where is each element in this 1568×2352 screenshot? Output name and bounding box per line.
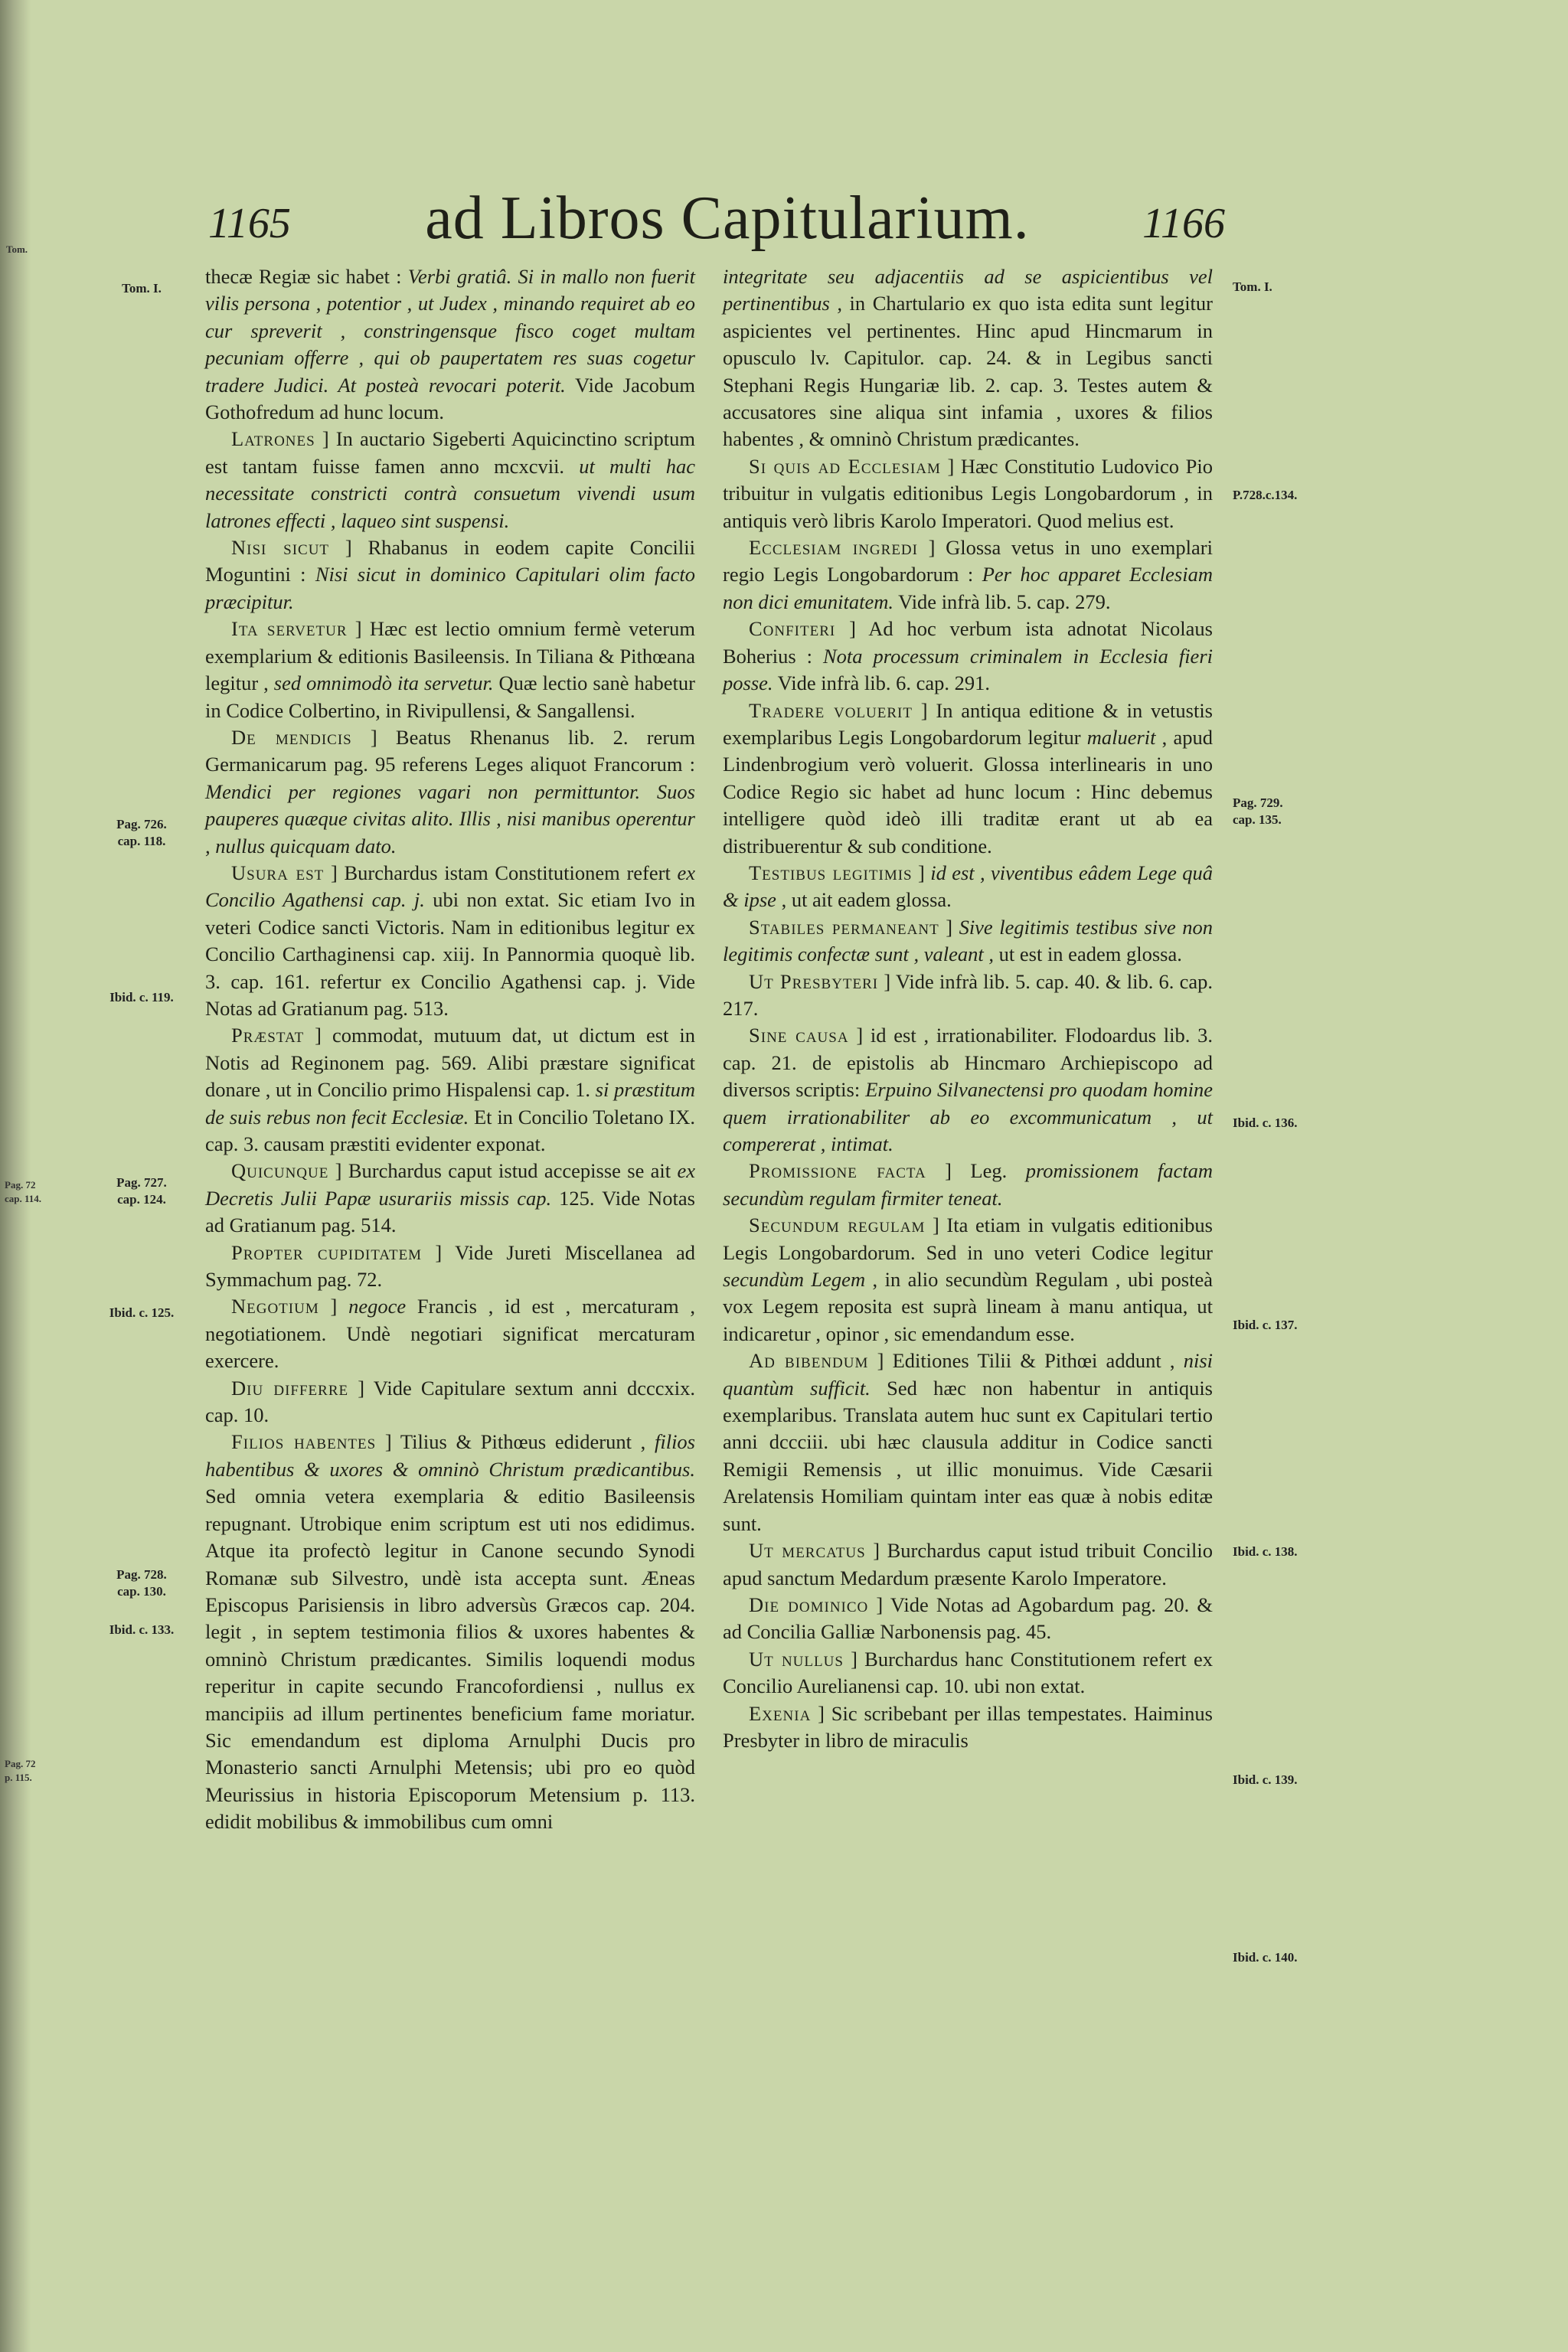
paragraph-lemma: Stabiles permaneant xyxy=(749,915,939,939)
paragraph-text: ] Ad hoc verbum ista adnotat Nicolaus Boherius : xyxy=(723,617,1213,668)
paragraph-lemma: Tradere voluerit xyxy=(749,698,913,722)
edge-mark: Pag. 72 xyxy=(5,1758,36,1769)
edge-mark: cap. 114. xyxy=(5,1193,42,1204)
left-text-column xyxy=(205,263,695,1836)
paragraph-tail: in Chartulario ex quo ista edita sunt legitur aspicientes vel pertinentes. Hinc apud Hincmarum in opusculo lv. Capitulor. cap. 24. & in Legibus sancti Stephani Regis Hungariæ lib. 2. cap. 3. Testes autem & accusatores sine aliqua sint infamia , uxores & filios habentes , & omninò Christum prædicantes. xyxy=(723,292,1213,451)
paragraph-tail: Vide Jacobum Gothofredum ad hunc locum. xyxy=(205,373,695,424)
paragraph-text: ] Vide Jureti Miscellanea ad Symmachum pag. 72. xyxy=(205,1240,695,1292)
margin-note: Pag. 727. xyxy=(116,1175,167,1190)
paragraph-tail: , in alio secundùm Regulam , ubi posteà vox Legem reposita est suprà lineam à manu antiqua, ut indicaretur , opinor , sic emendandum esse. xyxy=(723,1268,1213,1345)
commentary-paragraph xyxy=(205,1429,695,1835)
commentary-paragraph xyxy=(723,1700,1213,1755)
paragraph-italic: negoce xyxy=(348,1295,407,1318)
margin-note: Ibid. c. 139. xyxy=(1233,1772,1298,1787)
paragraph-text: ] Vide Capitulare sextum anni dcccxix. cap. 10. xyxy=(205,1376,695,1427)
paragraph-text: ] Burchardus hanc Constitutionem refert ex Concilio Aurelianensi cap. 10. ubi non extat. xyxy=(723,1647,1213,1698)
margin-note: Ibid. c. 137. xyxy=(1233,1318,1298,1332)
commentary-paragraph xyxy=(205,1240,695,1294)
paragraph-italic: integritate seu adjacentiis ad se aspicientibus vel pertinentibus , xyxy=(723,265,1213,315)
paragraph-italic: Nisi sicut in dominico Capitulari olim facto præcipitur. xyxy=(205,563,695,613)
paragraph-tail: Sed hæc non habentur in antiquis exemplaribus. Translata autem huc sunt ex Capitulari tertio anni dccciii. ubi hæc clausula additur in Codice sancti Remigii Remensis , ut illic monuimus. Vide Cæsarii Arelatensis Homiliam quintam inter eas quæ à nobis editæ sunt. xyxy=(723,1376,1213,1535)
paragraph-text: ] Ita etiam in vulgatis editionibus Legis Longobardorum. Sed in uno veteri Codice legitur xyxy=(723,1214,1213,1264)
paragraph-lemma: Nisi sicut xyxy=(231,536,330,560)
margin-note: cap. 130. xyxy=(117,1584,166,1599)
paragraph-lemma: Secundum regulam xyxy=(749,1214,926,1237)
binding-gutter xyxy=(0,0,31,2352)
paragraph-italic: ut multi hac necessitate constricti contrà consuetum vivendi usum latrones effecti , laqueo sint suspensi. xyxy=(205,454,695,532)
paragraph-lemma: Filios habentes xyxy=(231,1430,377,1454)
paragraph-italic: Sive legitimis testibus sive non legitimis confectæ sunt , valeant , xyxy=(723,915,1213,966)
paragraph-text: ] Editiones Tilii & Pithœi addunt , xyxy=(868,1349,1184,1373)
commentary-paragraph xyxy=(723,1348,1213,1537)
paragraph-italic: nisi quantùm sufficit. xyxy=(723,1349,1213,1400)
paragraph-tail: ut est in eadem glossa. xyxy=(994,942,1182,966)
paragraph-italic: filios habentibus & uxores & omninò Christum prædicantibus. xyxy=(205,1430,695,1481)
paragraph-lemma: Confiteri xyxy=(749,617,836,641)
commentary-paragraph xyxy=(723,1212,1213,1348)
paragraph-italic: ex Decretis Julii Papæ usurariis missis cap. xyxy=(205,1159,695,1210)
paragraph-tail: ubi non extat. Sic etiam Ivo in veteri Codice sancti Victoris. Nam in editionibus legitur ex Concilio Carthaginensi cap. xiij. In Pannormia quoquè lib. 3. cap. 161. refertur ex Concilio Agathensi cap. j. Vide Notas ad Gratianum pag. 513. xyxy=(205,888,695,1020)
commentary-paragraph xyxy=(205,263,695,426)
paragraph-text: ] Leg. xyxy=(926,1159,1026,1183)
paragraph-text: ] Sic scribebant per illas tempestates. Haiminus Presbyter in libro de miraculis xyxy=(723,1701,1213,1752)
commentary-paragraph xyxy=(205,1375,695,1429)
edge-mark: Tom. xyxy=(6,243,28,255)
commentary-paragraph xyxy=(205,616,695,724)
paragraph-text: ] xyxy=(912,861,931,884)
paragraph-text: ] Tilius & Pithœus ediderunt , xyxy=(376,1430,655,1454)
paragraph-tail: , ut ait eadem glossa. xyxy=(776,888,952,912)
paragraph-tail: Francis , id est , mercaturam , negotiationem. Undè negotiari significat mercaturam exercere. xyxy=(205,1295,695,1373)
commentary-paragraph xyxy=(205,426,695,534)
paragraph-tail: Et in Concilio Toletano IX. cap. 3. causam præstiti evidenter exponat. xyxy=(205,1105,695,1155)
paragraph-text: ] id est , irrationabiliter. Flodoardus lib. 3. cap. 21. de epistolis ab Hincmaro Archiepiscopo ad diversos scriptis: xyxy=(723,1024,1214,1102)
commentary-paragraph xyxy=(723,616,1213,697)
margin-note: Ibid. c. 136. xyxy=(1233,1116,1298,1130)
paragraph-text: ] Burchardus caput istud tribuit Concilio apud sanctum Medardum præsente Karolo Imperatore. xyxy=(723,1539,1213,1589)
right-page-number: 1166 xyxy=(1142,200,1225,247)
paragraph-lemma: Testibus legitimis xyxy=(749,861,913,884)
paragraph-lemma: Ut mercatus xyxy=(749,1539,866,1563)
paragraph-lemma: Usura est xyxy=(231,861,325,884)
margin-note: Pag. 726. xyxy=(116,817,167,831)
paragraph-lemma: Exenia xyxy=(749,1701,812,1725)
commentary-paragraph xyxy=(205,724,695,860)
paragraph-text: ] In auctario Sigeberti Aquicinctino scriptum est tantam fuisse famen anno mcxcvii. xyxy=(205,427,695,478)
paragraph-lemma: Propter cupiditatem xyxy=(231,1240,423,1264)
commentary-paragraph xyxy=(205,1158,695,1239)
paragraph-tail: Vide infrà lib. 6. cap. 291. xyxy=(773,671,990,695)
margin-note: Ibid. c. 140. xyxy=(1233,1950,1298,1965)
paragraph-lemma: Ut nullus xyxy=(749,1647,844,1671)
paragraph-text: ] xyxy=(318,1295,349,1318)
margin-note: cap. 118. xyxy=(117,834,166,848)
margin-note: Pag. 728. xyxy=(116,1567,167,1582)
paragraph-italic: Mendici per regiones vagari non permittuntor. Suos pauperes quæque civitas alito. Illis , nisi manibus operentur , nullus quicquam dato. xyxy=(205,779,695,858)
paragraph-text: ] Beatus Rhenanus lib. 2. rerum Germanicarum pag. 95 referens Leges aliquot Francorum : xyxy=(205,725,695,776)
paragraph-italic: si præstitum de suis rebus non fecit Ecclesiæ. xyxy=(205,1078,696,1129)
paragraph-italic: sed omnimodò ita servetur. xyxy=(273,671,494,695)
commentary-paragraph xyxy=(723,860,1213,914)
paragraph-text: ] Burchardus caput istud accepisse se ait xyxy=(328,1159,678,1183)
margin-note: Ibid. c. 138. xyxy=(1233,1544,1298,1559)
paragraph-lemma: Sine causa xyxy=(749,1024,849,1047)
paragraph-text: ] Hæc Constitutio Ludovico Pio tribuitur in vulgatis editionibus Legis Longobardorum , in antiquis verò libris Karolo Imperatori. Quod melius est. xyxy=(723,454,1213,532)
paragraph-lemma: Negotium xyxy=(231,1295,319,1318)
edge-mark: p. 115. xyxy=(5,1772,32,1783)
left-page-number: 1165 xyxy=(208,200,291,247)
paragraph-tail: 125. Vide Notas ad Gratianum pag. 514. xyxy=(205,1186,695,1237)
paragraph-lemma: Ita servetur xyxy=(231,617,348,641)
commentary-paragraph xyxy=(205,860,695,1022)
right-text-column xyxy=(723,263,1213,1754)
margin-note: cap. 124. xyxy=(117,1192,166,1207)
commentary-paragraph xyxy=(205,1293,695,1374)
paragraph-lemma: Promissione facta xyxy=(749,1159,926,1183)
commentary-paragraph xyxy=(723,914,1213,969)
paragraph-text: ] Glossa vetus in uno exemplari regio Legis Longobardorum : xyxy=(723,536,1213,586)
commentary-paragraph xyxy=(723,263,1213,453)
commentary-paragraph xyxy=(723,1537,1213,1592)
paragraph-italic: Erpuino Silvanectensi pro quodam homine quem irrationabiliter ab eo excommunicatum , ut compererat , intimat. xyxy=(723,1078,1213,1155)
paragraph-italic: ex Concilio Agathensi cap. j. xyxy=(205,861,696,912)
margin-note: Ibid. c. 119. xyxy=(109,990,174,1004)
paragraph-tail: , apud Lindenbrogium verò voluerit. Glossa interlinearis in uno Codice Regio sic habet ad hunc locum : Hinc debemus intelligere quòd ideò illi traditæ erant ut ab ea distribuerentur & sub conditione. xyxy=(723,725,1213,858)
paragraph-italic: id est , viventibus eâdem Lege quâ & ipse xyxy=(723,861,1213,912)
margin-note: Pag. 729. xyxy=(1233,795,1283,810)
paragraph-lemma: De mendicis xyxy=(231,725,352,749)
margin-note: cap. 135. xyxy=(1233,812,1282,827)
paragraph-italic: secundùm Legem xyxy=(723,1268,866,1292)
paragraph-lemma: Diu differre xyxy=(231,1376,349,1400)
paragraph-lemma: Ad bibendum xyxy=(749,1349,869,1373)
paragraph-tail: Sed omnia vetera exemplaria & editio Basileensis repugnant. Utrobique enim scriptum est uti nos edidimus. Atque ita profectò legitur in Canone secundo Synodi Romanæ sub Silvestro, undè ista accepta sunt. Æneas Episcopus Parisiensis in libro adversùs Græcos cap. 204. legit , in septem testimonia filios & uxores habentes & omninò Christum prædicantes. Similis loquendi modus reperitur in capite secundo Francofordiensi , nullus ex mancipiis ad illum pertinentes beneficium fame moriatur. Sic emendandum est diploma Arnulphi Ducis pro Monasterio sancti Arnulphi Metensis; ubi pro eo quòd Meurissius in historia Episcoporum Metensium p. 113. edidit mobilibus & immobilibus cum omni xyxy=(205,1485,695,1834)
commentary-paragraph xyxy=(723,453,1213,534)
commentary-paragraph xyxy=(723,1592,1213,1646)
paragraph-italic: Per hoc apparet Ecclesiam non dici emunitatem. xyxy=(723,563,1213,613)
paragraph-lemma: Si quis ad Ecclesiam xyxy=(749,454,941,478)
paragraph-lemma: Ecclesiam ingredi xyxy=(749,536,918,560)
margin-note: Tom. I. xyxy=(1233,279,1272,294)
paragraph-text: ] In antiqua editione & in vetustis exemplaribus Legis Longobardorum legitur xyxy=(723,698,1213,749)
margin-note: Tom. I. xyxy=(122,281,162,296)
paragraph-text: thecæ Regiæ sic habet : xyxy=(205,265,408,288)
paragraph-text: ] commodat, mutuum dat, ut dictum est in Notis ad Reginonem pag. 569. Alibi præstare significat donare , ut in Concilio primo Hispalensi cap. 1. xyxy=(205,1024,695,1102)
commentary-paragraph xyxy=(723,1158,1213,1212)
paragraph-lemma: Latrones xyxy=(231,427,315,451)
paragraph-lemma: Ut Presbyteri xyxy=(749,969,879,993)
paragraph-lemma: Die dominico xyxy=(749,1592,869,1616)
paragraph-text: ] Burchardus istam Constitutionem refert xyxy=(324,861,678,884)
paragraph-italic: promissionem factam secundùm regulam firmiter teneat. xyxy=(723,1159,1213,1210)
paragraph-italic: Nota processum criminalem in Ecclesia fieri posse. xyxy=(723,644,1213,695)
paragraph-lemma: Præstat xyxy=(231,1024,305,1047)
paragraph-text: ] Rhabanus in eodem capite Concilii Moguntini : xyxy=(205,536,695,586)
running-title: ad Libros Capitularium. xyxy=(425,185,1030,252)
commentary-paragraph xyxy=(723,1646,1213,1700)
commentary-paragraph xyxy=(723,969,1213,1023)
commentary-paragraph xyxy=(723,534,1213,616)
paragraph-text: ] xyxy=(939,915,959,939)
paragraph-italic: Verbi gratiâ. Si in mallo non fuerit vilis persona , potentior , ut Judex , minando requiret ab eo cur spreverit , constringensque fisco coget multam pecuniam offerre , qui ob paupertatem res suas cogetur tradere Judici. At posteà revocari poterit. xyxy=(205,265,695,397)
commentary-paragraph xyxy=(205,534,695,616)
paragraph-text: ] Hæc est lectio omnium fermè veterum exemplarium & editionis Basileensis. In Tiliana & Pithœana legitur , xyxy=(205,617,695,695)
paragraph-text: ] Vide Notas ad Agobardum pag. 20. & ad Concilia Galliæ Narbonensis pag. 45. xyxy=(723,1592,1213,1644)
margin-note: Ibid. c. 133. xyxy=(109,1622,175,1637)
commentary-paragraph xyxy=(723,1022,1213,1158)
running-header xyxy=(199,184,1256,260)
paragraph-text: ] Vide infrà lib. 5. cap. 40. & lib. 6. cap. 217. xyxy=(723,969,1213,1020)
margin-note: Ibid. c. 125. xyxy=(109,1305,175,1320)
paragraph-tail: Quæ lectio sanè habetur in Codice Colbertino, in Rivipullensi, & Sangallensi. xyxy=(205,671,695,722)
paragraph-lemma: Quicunque xyxy=(231,1159,329,1183)
edge-mark: Pag. 72 xyxy=(5,1179,36,1191)
margin-note: P.728.c.134. xyxy=(1233,488,1298,502)
commentary-paragraph xyxy=(723,697,1213,860)
paragraph-tail: Vide infrà lib. 5. cap. 279. xyxy=(893,590,1111,613)
paragraph-italic: maluerit xyxy=(1086,725,1156,749)
commentary-paragraph xyxy=(205,1022,695,1158)
